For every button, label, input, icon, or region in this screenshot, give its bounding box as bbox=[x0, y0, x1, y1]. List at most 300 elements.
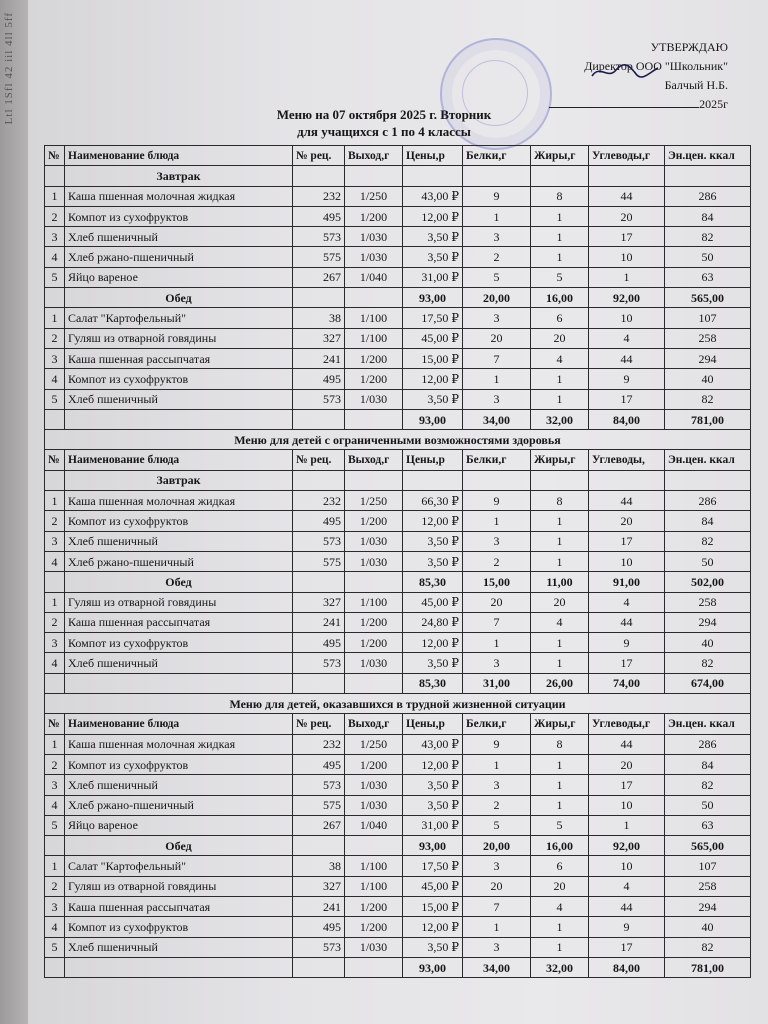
table-row bbox=[45, 896, 751, 916]
empty-cell bbox=[45, 409, 65, 429]
empty-cell bbox=[665, 166, 751, 186]
fats: 1 bbox=[531, 247, 589, 267]
table-row bbox=[45, 267, 751, 287]
dish-name: Хлеб пшеничный bbox=[65, 775, 293, 795]
empty-cell bbox=[45, 166, 65, 186]
table-row bbox=[45, 653, 751, 673]
energy-kcal: 294 bbox=[665, 896, 751, 916]
price: 3,50 ₽ bbox=[403, 795, 463, 815]
portion-output: 1/030 bbox=[345, 795, 403, 815]
row-number: 2 bbox=[45, 612, 65, 632]
portion-output: 1/200 bbox=[345, 612, 403, 632]
column-header-rec: № рец. bbox=[293, 146, 345, 166]
table-row bbox=[45, 186, 751, 206]
total-p: 15,00 bbox=[463, 572, 531, 592]
recipe-number: 327 bbox=[293, 876, 345, 896]
total-p: 20,00 bbox=[463, 836, 531, 856]
total-k: 781,00 bbox=[665, 957, 751, 977]
fats: 5 bbox=[531, 267, 589, 287]
dish-name: Каша пшенная молочная жидкая bbox=[65, 491, 293, 511]
fats: 4 bbox=[531, 896, 589, 916]
price: 31,00 ₽ bbox=[403, 815, 463, 835]
recipe-number: 327 bbox=[293, 592, 345, 612]
proteins: 1 bbox=[463, 206, 531, 226]
header-row bbox=[45, 450, 751, 470]
fats: 1 bbox=[531, 653, 589, 673]
total-price: 85,30 bbox=[403, 673, 463, 693]
carbohydrates: 17 bbox=[589, 227, 665, 247]
recipe-number: 575 bbox=[293, 247, 345, 267]
price: 66,30 ₽ bbox=[403, 491, 463, 511]
carbohydrates: 1 bbox=[589, 267, 665, 287]
price: 17,50 ₽ bbox=[403, 856, 463, 876]
empty-cell bbox=[345, 572, 403, 592]
column-header-num: № bbox=[45, 450, 65, 470]
table-row bbox=[45, 491, 751, 511]
meal-label: Обед bbox=[65, 572, 293, 592]
signature-mark bbox=[590, 62, 660, 82]
empty-cell bbox=[345, 836, 403, 856]
dish-name: Хлеб пшеничный bbox=[65, 389, 293, 409]
proteins: 5 bbox=[463, 815, 531, 835]
total-k: 565,00 bbox=[665, 288, 751, 308]
table-row bbox=[45, 551, 751, 571]
fats: 1 bbox=[531, 389, 589, 409]
row-number: 1 bbox=[45, 308, 65, 328]
dish-name: Хлеб пшеничный bbox=[65, 531, 293, 551]
table-row bbox=[45, 633, 751, 653]
dish-name: Хлеб ржано-пшеничный bbox=[65, 551, 293, 571]
row-number: 1 bbox=[45, 186, 65, 206]
meal-label-row bbox=[45, 166, 751, 186]
energy-kcal: 258 bbox=[665, 328, 751, 348]
empty-cell bbox=[45, 288, 65, 308]
table-row bbox=[45, 815, 751, 835]
price: 45,00 ₽ bbox=[403, 876, 463, 896]
fats: 6 bbox=[531, 308, 589, 328]
column-header-kcal: Эн.цен. ккал bbox=[665, 714, 751, 734]
column-header-prot: Белки,г bbox=[463, 450, 531, 470]
empty-cell bbox=[293, 673, 345, 693]
fats: 5 bbox=[531, 815, 589, 835]
proteins: 2 bbox=[463, 247, 531, 267]
proteins: 9 bbox=[463, 491, 531, 511]
proteins: 5 bbox=[463, 267, 531, 287]
meal-label: Завтрак bbox=[65, 470, 293, 490]
dish-name: Каша пшенная молочная жидкая bbox=[65, 186, 293, 206]
recipe-number: 267 bbox=[293, 815, 345, 835]
empty-cell bbox=[293, 470, 345, 490]
row-number: 4 bbox=[45, 653, 65, 673]
table-row bbox=[45, 369, 751, 389]
carbohydrates: 44 bbox=[589, 186, 665, 206]
column-header-fat: Жиры,г bbox=[531, 450, 589, 470]
dish-name: Каша пшенная рассыпчатая bbox=[65, 612, 293, 632]
column-header-rec: № рец. bbox=[293, 714, 345, 734]
price: 24,80 ₽ bbox=[403, 612, 463, 632]
total-price: 93,00 bbox=[403, 836, 463, 856]
total-k: 502,00 bbox=[665, 572, 751, 592]
proteins: 1 bbox=[463, 369, 531, 389]
carbohydrates: 10 bbox=[589, 247, 665, 267]
column-header-prot: Белки,г bbox=[463, 714, 531, 734]
empty-cell bbox=[589, 166, 665, 186]
recipe-number: 573 bbox=[293, 227, 345, 247]
director-title: Директор ООО "Школьник" bbox=[584, 59, 728, 73]
portion-output: 1/100 bbox=[345, 856, 403, 876]
total-p: 34,00 bbox=[463, 409, 531, 429]
portion-output: 1/100 bbox=[345, 876, 403, 896]
fats: 8 bbox=[531, 734, 589, 754]
total-row bbox=[45, 836, 751, 856]
column-header-kcal: Эн.цен. ккал bbox=[665, 146, 751, 166]
header-row bbox=[45, 714, 751, 734]
portion-output: 1/200 bbox=[345, 511, 403, 531]
proteins: 7 bbox=[463, 612, 531, 632]
portion-output: 1/040 bbox=[345, 815, 403, 835]
table-row bbox=[45, 247, 751, 267]
price: 12,00 ₽ bbox=[403, 633, 463, 653]
price: 3,50 ₽ bbox=[403, 775, 463, 795]
carbohydrates: 17 bbox=[589, 937, 665, 957]
fats: 1 bbox=[531, 775, 589, 795]
empty-cell bbox=[589, 470, 665, 490]
portion-output: 1/200 bbox=[345, 206, 403, 226]
carbohydrates: 44 bbox=[589, 348, 665, 368]
column-header-carb1: Углеводы,г bbox=[589, 146, 665, 166]
price: 3,50 ₽ bbox=[403, 247, 463, 267]
price: 31,00 ₽ bbox=[403, 267, 463, 287]
price: 12,00 ₽ bbox=[403, 369, 463, 389]
dish-name: Каша пшенная молочная жидкая bbox=[65, 734, 293, 754]
section-title-row bbox=[45, 430, 751, 450]
proteins: 9 bbox=[463, 734, 531, 754]
row-number: 3 bbox=[45, 775, 65, 795]
proteins: 2 bbox=[463, 551, 531, 571]
total-row bbox=[45, 288, 751, 308]
column-header-name: Наименование блюда bbox=[65, 714, 293, 734]
section-title: Меню для детей, оказавшихся в трудной жизненной ситуации bbox=[45, 694, 751, 714]
row-number: 4 bbox=[45, 795, 65, 815]
energy-kcal: 50 bbox=[665, 551, 751, 571]
energy-kcal: 82 bbox=[665, 389, 751, 409]
dish-name: Салат "Картофельный" bbox=[65, 308, 293, 328]
scan-edge bbox=[0, 0, 28, 1024]
fats: 1 bbox=[531, 206, 589, 226]
row-number: 3 bbox=[45, 896, 65, 916]
price: 3,50 ₽ bbox=[403, 551, 463, 571]
total-f: 32,00 bbox=[531, 409, 589, 429]
section-title-row bbox=[45, 694, 751, 714]
dish-name: Каша пшенная рассыпчатая bbox=[65, 896, 293, 916]
column-header-num: № bbox=[45, 146, 65, 166]
proteins: 3 bbox=[463, 227, 531, 247]
proteins: 1 bbox=[463, 917, 531, 937]
portion-output: 1/040 bbox=[345, 267, 403, 287]
meal-label-row bbox=[45, 470, 751, 490]
portion-output: 1/200 bbox=[345, 754, 403, 774]
row-number: 5 bbox=[45, 937, 65, 957]
meal-label: Завтрак bbox=[65, 166, 293, 186]
recipe-number: 38 bbox=[293, 308, 345, 328]
energy-kcal: 40 bbox=[665, 917, 751, 937]
dish-name: Хлеб пшеничный bbox=[65, 937, 293, 957]
carbohydrates: 17 bbox=[589, 531, 665, 551]
proteins: 7 bbox=[463, 896, 531, 916]
total-price: 93,00 bbox=[403, 957, 463, 977]
director-name: Балчый Н.Б. bbox=[664, 78, 728, 92]
column-header-name: Наименование блюда bbox=[65, 450, 293, 470]
price: 15,00 ₽ bbox=[403, 348, 463, 368]
price: 43,00 ₽ bbox=[403, 186, 463, 206]
price: 15,00 ₽ bbox=[403, 896, 463, 916]
portion-output: 1/200 bbox=[345, 348, 403, 368]
portion-output: 1/030 bbox=[345, 227, 403, 247]
fats: 1 bbox=[531, 633, 589, 653]
empty-cell bbox=[345, 673, 403, 693]
total-p: 20,00 bbox=[463, 288, 531, 308]
total-price: 93,00 bbox=[403, 288, 463, 308]
price: 3,50 ₽ bbox=[403, 653, 463, 673]
total-k: 781,00 bbox=[665, 409, 751, 429]
energy-kcal: 40 bbox=[665, 633, 751, 653]
price: 45,00 ₽ bbox=[403, 592, 463, 612]
portion-output: 1/200 bbox=[345, 896, 403, 916]
total-k: 674,00 bbox=[665, 673, 751, 693]
energy-kcal: 84 bbox=[665, 206, 751, 226]
price: 17,50 ₽ bbox=[403, 308, 463, 328]
proteins: 20 bbox=[463, 328, 531, 348]
empty-cell bbox=[345, 470, 403, 490]
empty-cell bbox=[463, 166, 531, 186]
energy-kcal: 286 bbox=[665, 186, 751, 206]
portion-output: 1/250 bbox=[345, 491, 403, 511]
total-row bbox=[45, 957, 751, 977]
total-c: 84,00 bbox=[589, 409, 665, 429]
fats: 1 bbox=[531, 227, 589, 247]
empty-cell bbox=[345, 409, 403, 429]
recipe-number: 38 bbox=[293, 856, 345, 876]
row-number: 5 bbox=[45, 815, 65, 835]
proteins: 20 bbox=[463, 876, 531, 896]
dish-name: Яйцо вареное bbox=[65, 815, 293, 835]
proteins: 1 bbox=[463, 511, 531, 531]
energy-kcal: 107 bbox=[665, 856, 751, 876]
column-header-kcal: Эн.цен. ккал bbox=[665, 450, 751, 470]
energy-kcal: 50 bbox=[665, 247, 751, 267]
fats: 20 bbox=[531, 592, 589, 612]
empty-cell bbox=[293, 288, 345, 308]
row-number: 1 bbox=[45, 734, 65, 754]
dish-name: Хлеб ржано-пшеничный bbox=[65, 247, 293, 267]
proteins: 9 bbox=[463, 186, 531, 206]
column-header-name: Наименование блюда bbox=[65, 146, 293, 166]
recipe-number: 232 bbox=[293, 186, 345, 206]
recipe-number: 495 bbox=[293, 511, 345, 531]
energy-kcal: 294 bbox=[665, 612, 751, 632]
row-number: 4 bbox=[45, 917, 65, 937]
empty-cell bbox=[45, 572, 65, 592]
carbohydrates: 17 bbox=[589, 775, 665, 795]
total-f: 32,00 bbox=[531, 957, 589, 977]
carbohydrates: 20 bbox=[589, 206, 665, 226]
table-row bbox=[45, 511, 751, 531]
row-number: 2 bbox=[45, 754, 65, 774]
energy-kcal: 258 bbox=[665, 592, 751, 612]
recipe-number: 241 bbox=[293, 612, 345, 632]
carbohydrates: 10 bbox=[589, 856, 665, 876]
proteins: 20 bbox=[463, 592, 531, 612]
energy-kcal: 82 bbox=[665, 653, 751, 673]
carbohydrates: 1 bbox=[589, 815, 665, 835]
fats: 4 bbox=[531, 348, 589, 368]
recipe-number: 241 bbox=[293, 896, 345, 916]
energy-kcal: 294 bbox=[665, 348, 751, 368]
empty-cell bbox=[45, 957, 65, 977]
column-header-out: Выход,г bbox=[345, 450, 403, 470]
meal-label: Обед bbox=[65, 288, 293, 308]
row-number: 4 bbox=[45, 551, 65, 571]
column-header-price: Цены,р bbox=[403, 714, 463, 734]
fats: 6 bbox=[531, 856, 589, 876]
dish-name: Яйцо вареное bbox=[65, 267, 293, 287]
carbohydrates: 10 bbox=[589, 795, 665, 815]
row-number: 3 bbox=[45, 633, 65, 653]
dish-name: Хлеб ржано-пшеничный bbox=[65, 795, 293, 815]
table-row bbox=[45, 612, 751, 632]
recipe-number: 232 bbox=[293, 734, 345, 754]
fats: 1 bbox=[531, 551, 589, 571]
empty-cell bbox=[531, 166, 589, 186]
empty-cell bbox=[403, 166, 463, 186]
carbohydrates: 10 bbox=[589, 308, 665, 328]
carbohydrates: 4 bbox=[589, 592, 665, 612]
proteins: 3 bbox=[463, 308, 531, 328]
recipe-number: 495 bbox=[293, 917, 345, 937]
empty-cell bbox=[45, 470, 65, 490]
table-row bbox=[45, 531, 751, 551]
price: 12,00 ₽ bbox=[403, 511, 463, 531]
column-header-carb2: Углеводы, bbox=[589, 450, 665, 470]
energy-kcal: 63 bbox=[665, 267, 751, 287]
empty-cell bbox=[403, 470, 463, 490]
row-number: 3 bbox=[45, 531, 65, 551]
fats: 1 bbox=[531, 511, 589, 531]
section-title: Меню для детей с ограниченными возможностями здоровья bbox=[45, 430, 751, 450]
price: 12,00 ₽ bbox=[403, 206, 463, 226]
row-number: 1 bbox=[45, 491, 65, 511]
total-price: 93,00 bbox=[403, 409, 463, 429]
table-row bbox=[45, 348, 751, 368]
portion-output: 1/030 bbox=[345, 531, 403, 551]
menu-subtitle: для учащихся с 1 по 4 классы bbox=[297, 124, 471, 139]
portion-output: 1/100 bbox=[345, 592, 403, 612]
fats: 8 bbox=[531, 491, 589, 511]
fats: 4 bbox=[531, 612, 589, 632]
portion-output: 1/250 bbox=[345, 186, 403, 206]
carbohydrates: 17 bbox=[589, 389, 665, 409]
recipe-number: 575 bbox=[293, 551, 345, 571]
proteins: 3 bbox=[463, 531, 531, 551]
recipe-number: 267 bbox=[293, 267, 345, 287]
header-row bbox=[45, 146, 751, 166]
recipe-number: 573 bbox=[293, 653, 345, 673]
column-header-fat: Жиры,г bbox=[531, 146, 589, 166]
price: 3,50 ₽ bbox=[403, 937, 463, 957]
energy-kcal: 82 bbox=[665, 937, 751, 957]
empty-cell bbox=[65, 957, 293, 977]
carbohydrates: 9 bbox=[589, 917, 665, 937]
meal-label: Обед bbox=[65, 836, 293, 856]
empty-cell bbox=[293, 572, 345, 592]
column-header-rec: № рец. bbox=[293, 450, 345, 470]
recipe-number: 241 bbox=[293, 348, 345, 368]
column-header-carb1: Углеводы,г bbox=[589, 714, 665, 734]
table-row bbox=[45, 775, 751, 795]
empty-cell bbox=[531, 470, 589, 490]
row-number: 2 bbox=[45, 876, 65, 896]
carbohydrates: 9 bbox=[589, 369, 665, 389]
recipe-number: 327 bbox=[293, 328, 345, 348]
row-number: 3 bbox=[45, 227, 65, 247]
carbohydrates: 4 bbox=[589, 876, 665, 896]
dish-name: Компот из сухофруктов bbox=[65, 633, 293, 653]
proteins: 3 bbox=[463, 856, 531, 876]
empty-cell bbox=[293, 409, 345, 429]
energy-kcal: 40 bbox=[665, 369, 751, 389]
row-number: 3 bbox=[45, 348, 65, 368]
energy-kcal: 82 bbox=[665, 775, 751, 795]
table-row bbox=[45, 734, 751, 754]
recipe-number: 495 bbox=[293, 369, 345, 389]
table-row bbox=[45, 917, 751, 937]
dish-name: Каша пшенная рассыпчатая bbox=[65, 348, 293, 368]
energy-kcal: 82 bbox=[665, 531, 751, 551]
portion-output: 1/200 bbox=[345, 369, 403, 389]
row-number: 4 bbox=[45, 247, 65, 267]
empty-cell bbox=[345, 957, 403, 977]
dish-name: Хлеб пшеничный bbox=[65, 653, 293, 673]
portion-output: 1/030 bbox=[345, 937, 403, 957]
fats: 1 bbox=[531, 795, 589, 815]
table-row bbox=[45, 937, 751, 957]
empty-cell bbox=[345, 166, 403, 186]
energy-kcal: 82 bbox=[665, 227, 751, 247]
price: 45,00 ₽ bbox=[403, 328, 463, 348]
row-number: 2 bbox=[45, 328, 65, 348]
price: 12,00 ₽ bbox=[403, 754, 463, 774]
empty-cell bbox=[45, 836, 65, 856]
portion-output: 1/030 bbox=[345, 551, 403, 571]
column-header-out: Выход,г bbox=[345, 146, 403, 166]
table-row bbox=[45, 876, 751, 896]
empty-cell bbox=[45, 673, 65, 693]
energy-kcal: 84 bbox=[665, 754, 751, 774]
total-c: 92,00 bbox=[589, 288, 665, 308]
row-number: 2 bbox=[45, 206, 65, 226]
portion-output: 1/250 bbox=[345, 734, 403, 754]
recipe-number: 573 bbox=[293, 389, 345, 409]
recipe-number: 495 bbox=[293, 633, 345, 653]
portion-output: 1/030 bbox=[345, 775, 403, 795]
empty-cell bbox=[345, 288, 403, 308]
proteins: 3 bbox=[463, 653, 531, 673]
carbohydrates: 44 bbox=[589, 612, 665, 632]
total-f: 16,00 bbox=[531, 836, 589, 856]
carbohydrates: 10 bbox=[589, 551, 665, 571]
price: 43,00 ₽ bbox=[403, 734, 463, 754]
total-f: 11,00 bbox=[531, 572, 589, 592]
